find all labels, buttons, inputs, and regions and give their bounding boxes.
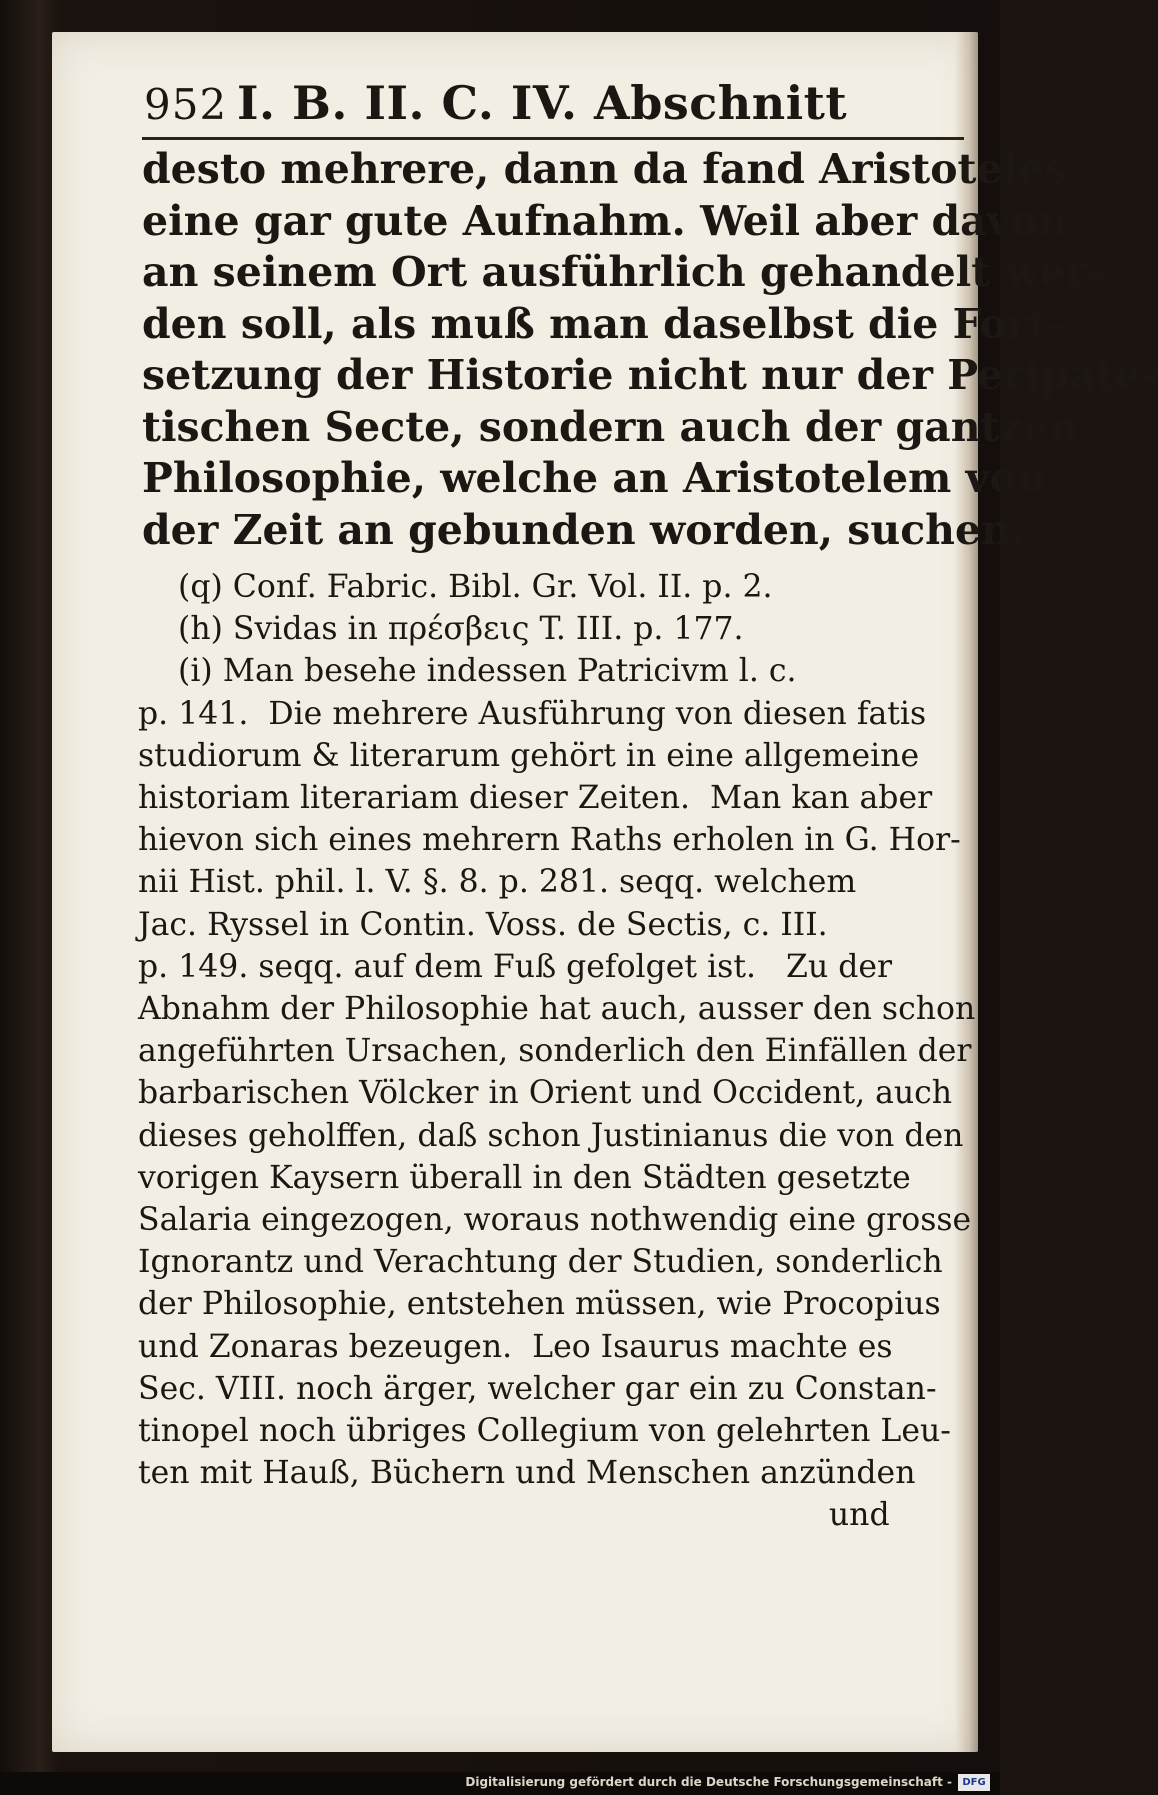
funding-notice: Digitalisierung gefördert durch die Deutsche Forschungsgemeinschaft - [465, 1775, 952, 1789]
text-line: Philosophie, welche an Aristotelem von [142, 454, 1047, 502]
footnote-line: hievon sich eines mehrern Raths erholen in G. Hor- [138, 822, 961, 859]
footnote-line: angeführten Ursachen, sonderlich den Einfällen der [138, 1033, 972, 1070]
page-header [92, 70, 962, 132]
footnote-line: (i) Man besehe indessen Patricivm l. c. [138, 653, 797, 690]
footnote-line: Abnahm der Philosophie hat auch, ausser den schon [138, 991, 976, 1028]
header-rule [142, 137, 964, 140]
catchword: und [138, 1497, 890, 1534]
page-number: 952 [144, 80, 228, 129]
footnote-line: dieses geholffen, daß schon Justinianus die von den [138, 1117, 964, 1154]
footnote-line: historiam literariam dieser Zeiten. Man kan aber [138, 780, 933, 817]
footnote-line: Sec. VIII. noch ärger, welcher gar ein zu Constan- [138, 1370, 937, 1407]
text-line: den soll, als muß man daselbst die Fort- [142, 299, 1065, 348]
digitization-footer [0, 1772, 1000, 1795]
text-line: tischen Secte, sondern auch der gantzen [142, 402, 1079, 451]
footnote-line: nii Hist. phil. l. V. §. 8. p. 281. seqq. welchem [138, 864, 857, 901]
text-line: desto mehrere, dann da fand Aristoteles [142, 145, 1068, 193]
text-line: setzung der Historie nicht nur der Peripate- [142, 351, 1158, 399]
main-text [142, 144, 1158, 556]
footnote-line: barbarischen Völcker in Orient und Occident, auch [138, 1075, 953, 1112]
running-head: I. B. II. C. IV. Abschnitt [237, 76, 848, 130]
footnote-line: p. 149. seqq. auf dem Fuß gefolget ist. Zu der [138, 948, 893, 985]
footnote-line: p. 141. Die mehrere Ausführung von diesen fatis [138, 695, 927, 732]
text-line: an seinem Ort ausführlich gehandelt wer- [142, 248, 1105, 296]
footnote-line: Jac. Ryssel in Contin. Voss. de Sectis, c. III. [138, 906, 828, 943]
footnote-line: Salaria eingezogen, woraus nothwendig eine grosse [138, 1202, 972, 1239]
footnote-line: der Philosophie, entstehen müssen, wie Procopius [138, 1286, 941, 1323]
footnote-line: (q) Conf. Fabric. Bibl. Gr. Vol. II. p. 2. [138, 569, 773, 605]
footnote-line: und Zonaras bezeugen. Leo Isaurus machte es [138, 1328, 893, 1365]
footnote-line: studiorum & literarum gehört in eine allgemeine [138, 737, 920, 774]
dfg-logo: DFG [958, 1774, 990, 1791]
footnotes [138, 566, 976, 1537]
footnote-line: vorigen Kaysern überall in den Städten gesetzte [138, 1159, 911, 1196]
footnote-line: (h) Svidas in πρέσβεις T. III. p. 177. [138, 611, 744, 648]
footnote-line: ten mit Hauß, Büchern und Menschen anzünden [138, 1455, 916, 1492]
text-line: der Zeit an gebunden worden, suchen. [142, 505, 1026, 554]
footnote-line: Ignorantz und Verachtung der Studien, sonderlich [138, 1244, 943, 1281]
footnote-line: tinopel noch übriges Collegium von gelehrten Leu- [138, 1413, 951, 1450]
text-line: eine gar gute Aufnahm. Weil aber davon [142, 196, 1068, 245]
